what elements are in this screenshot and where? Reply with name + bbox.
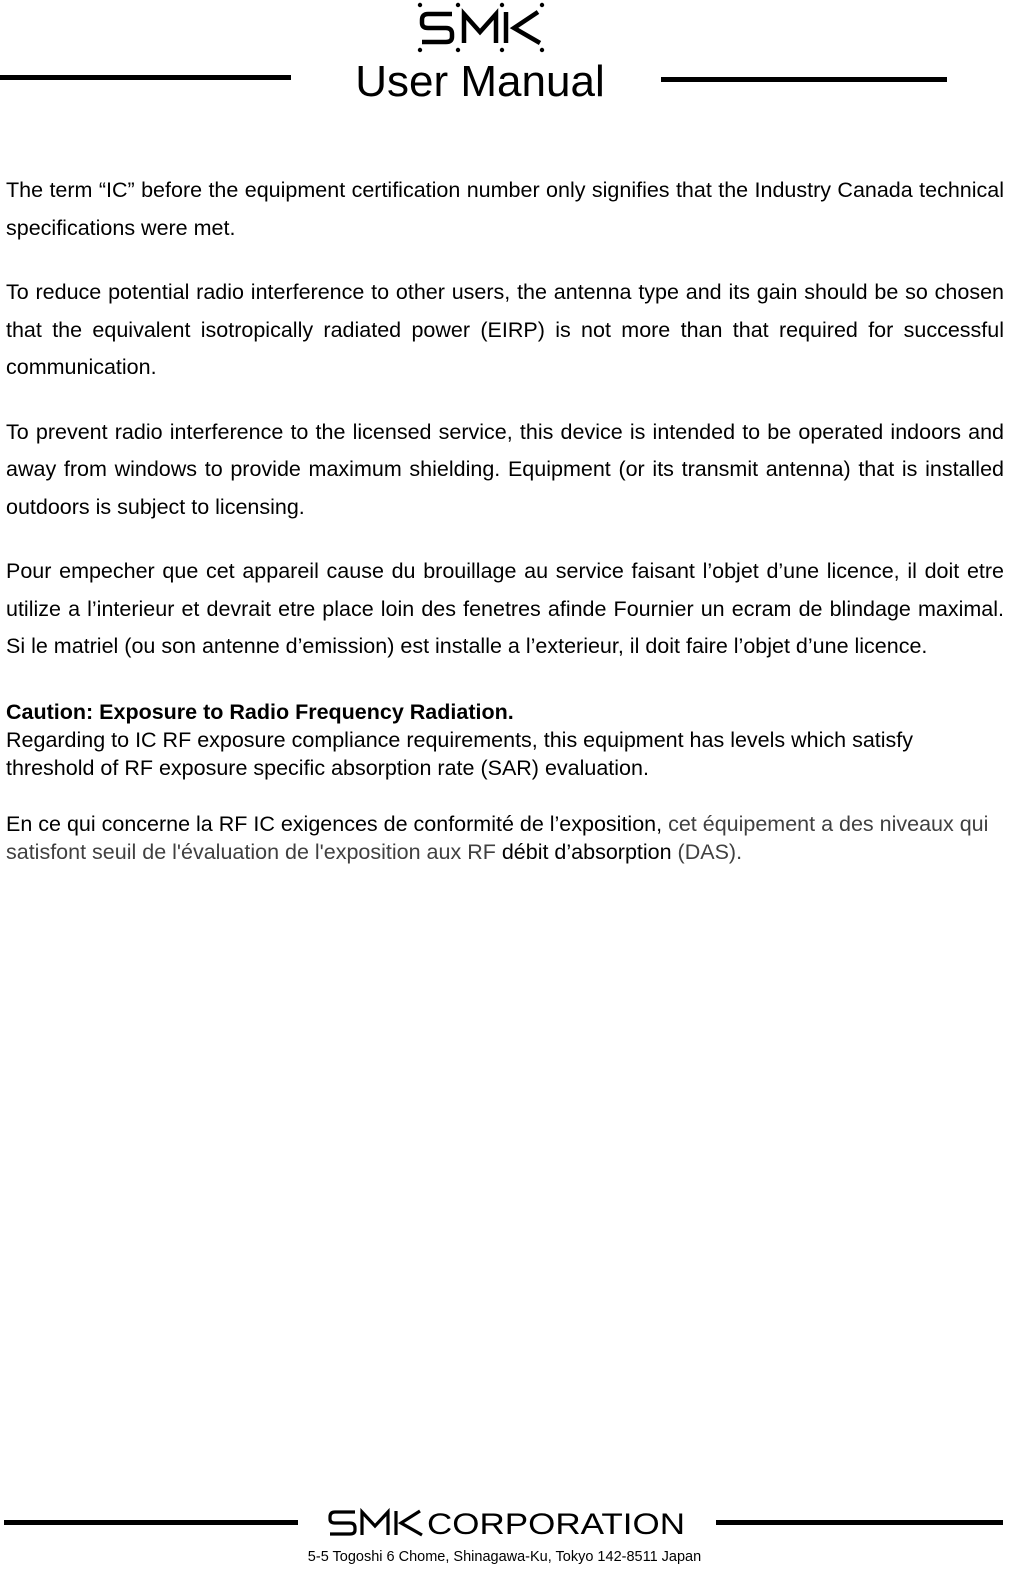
french-rf-part1: En ce qui concerne la RF IC exigences de conformité de l’exposition, bbox=[6, 811, 663, 836]
header-rule-left bbox=[0, 75, 291, 80]
footer-rule-right bbox=[716, 1520, 1003, 1525]
company-address: 5-5 Togoshi 6 Chome, Shinagawa-Ku, Tokyo 142-8511 Japan bbox=[307, 1549, 702, 1565]
paragraph-antenna-gain: To reduce potential radio interference to other users, the antenna type and its gain should be so chosen that the equivalent isotropically radiated power (EIRP) is not more than that required for successful communication. bbox=[6, 280, 1004, 379]
document-body bbox=[6, 172, 1004, 894]
svg-text:CORPORATION: CORPORATION bbox=[427, 1508, 685, 1540]
french-rf-part2: cet équipement a des niveaux qui satisfont seuil de l'évaluation de l'exposition aux RF bbox=[6, 811, 989, 864]
paragraph-licensed-service: To prevent radio interference to the licensed service, this device is intended to be operated indoors and away from windows to provide maximum shielding. Equipment (or its transmit antenna) that is installed outdoors is subject to licensing. bbox=[6, 419, 1004, 519]
caution-heading: Caution: Exposure to Radio Frequency Radiation. bbox=[6, 699, 514, 724]
header-rule-right bbox=[661, 77, 947, 82]
paragraph-french-licence: Pour empecher que cet appareil cause du brouillage au service faisant l’objet d’une licence, il doit etre utilize a l’interieur et devrait etre place loin des fenetres afinde Fournier un ecram de blindage maximal. Si le matriel (ou son antenne d’emission) est installe a l’exterieur, il doit faire l’objet d’une licence. bbox=[6, 559, 1004, 658]
paragraph-ic-term: The term “IC” before the equipment certification number only signifies that the Industry Canada technical specifications were met. bbox=[6, 178, 1004, 240]
french-rf-part3: débit d’absorption bbox=[495, 839, 672, 864]
caution-section bbox=[6, 698, 1004, 782]
page-title: User Manual bbox=[355, 57, 605, 106]
smk-logo bbox=[412, 0, 548, 56]
french-rf-part4: (DAS). bbox=[671, 839, 743, 864]
french-rf-section bbox=[6, 810, 1004, 866]
footer-rule-left bbox=[4, 1520, 298, 1525]
caution-text: Regarding to IC RF exposure compliance requirements, this equipment has levels which satisfy threshold of RF exposure specific absorption rate (SAR) evaluation. bbox=[6, 727, 914, 780]
smk-corporation-logo bbox=[325, 1506, 690, 1540]
